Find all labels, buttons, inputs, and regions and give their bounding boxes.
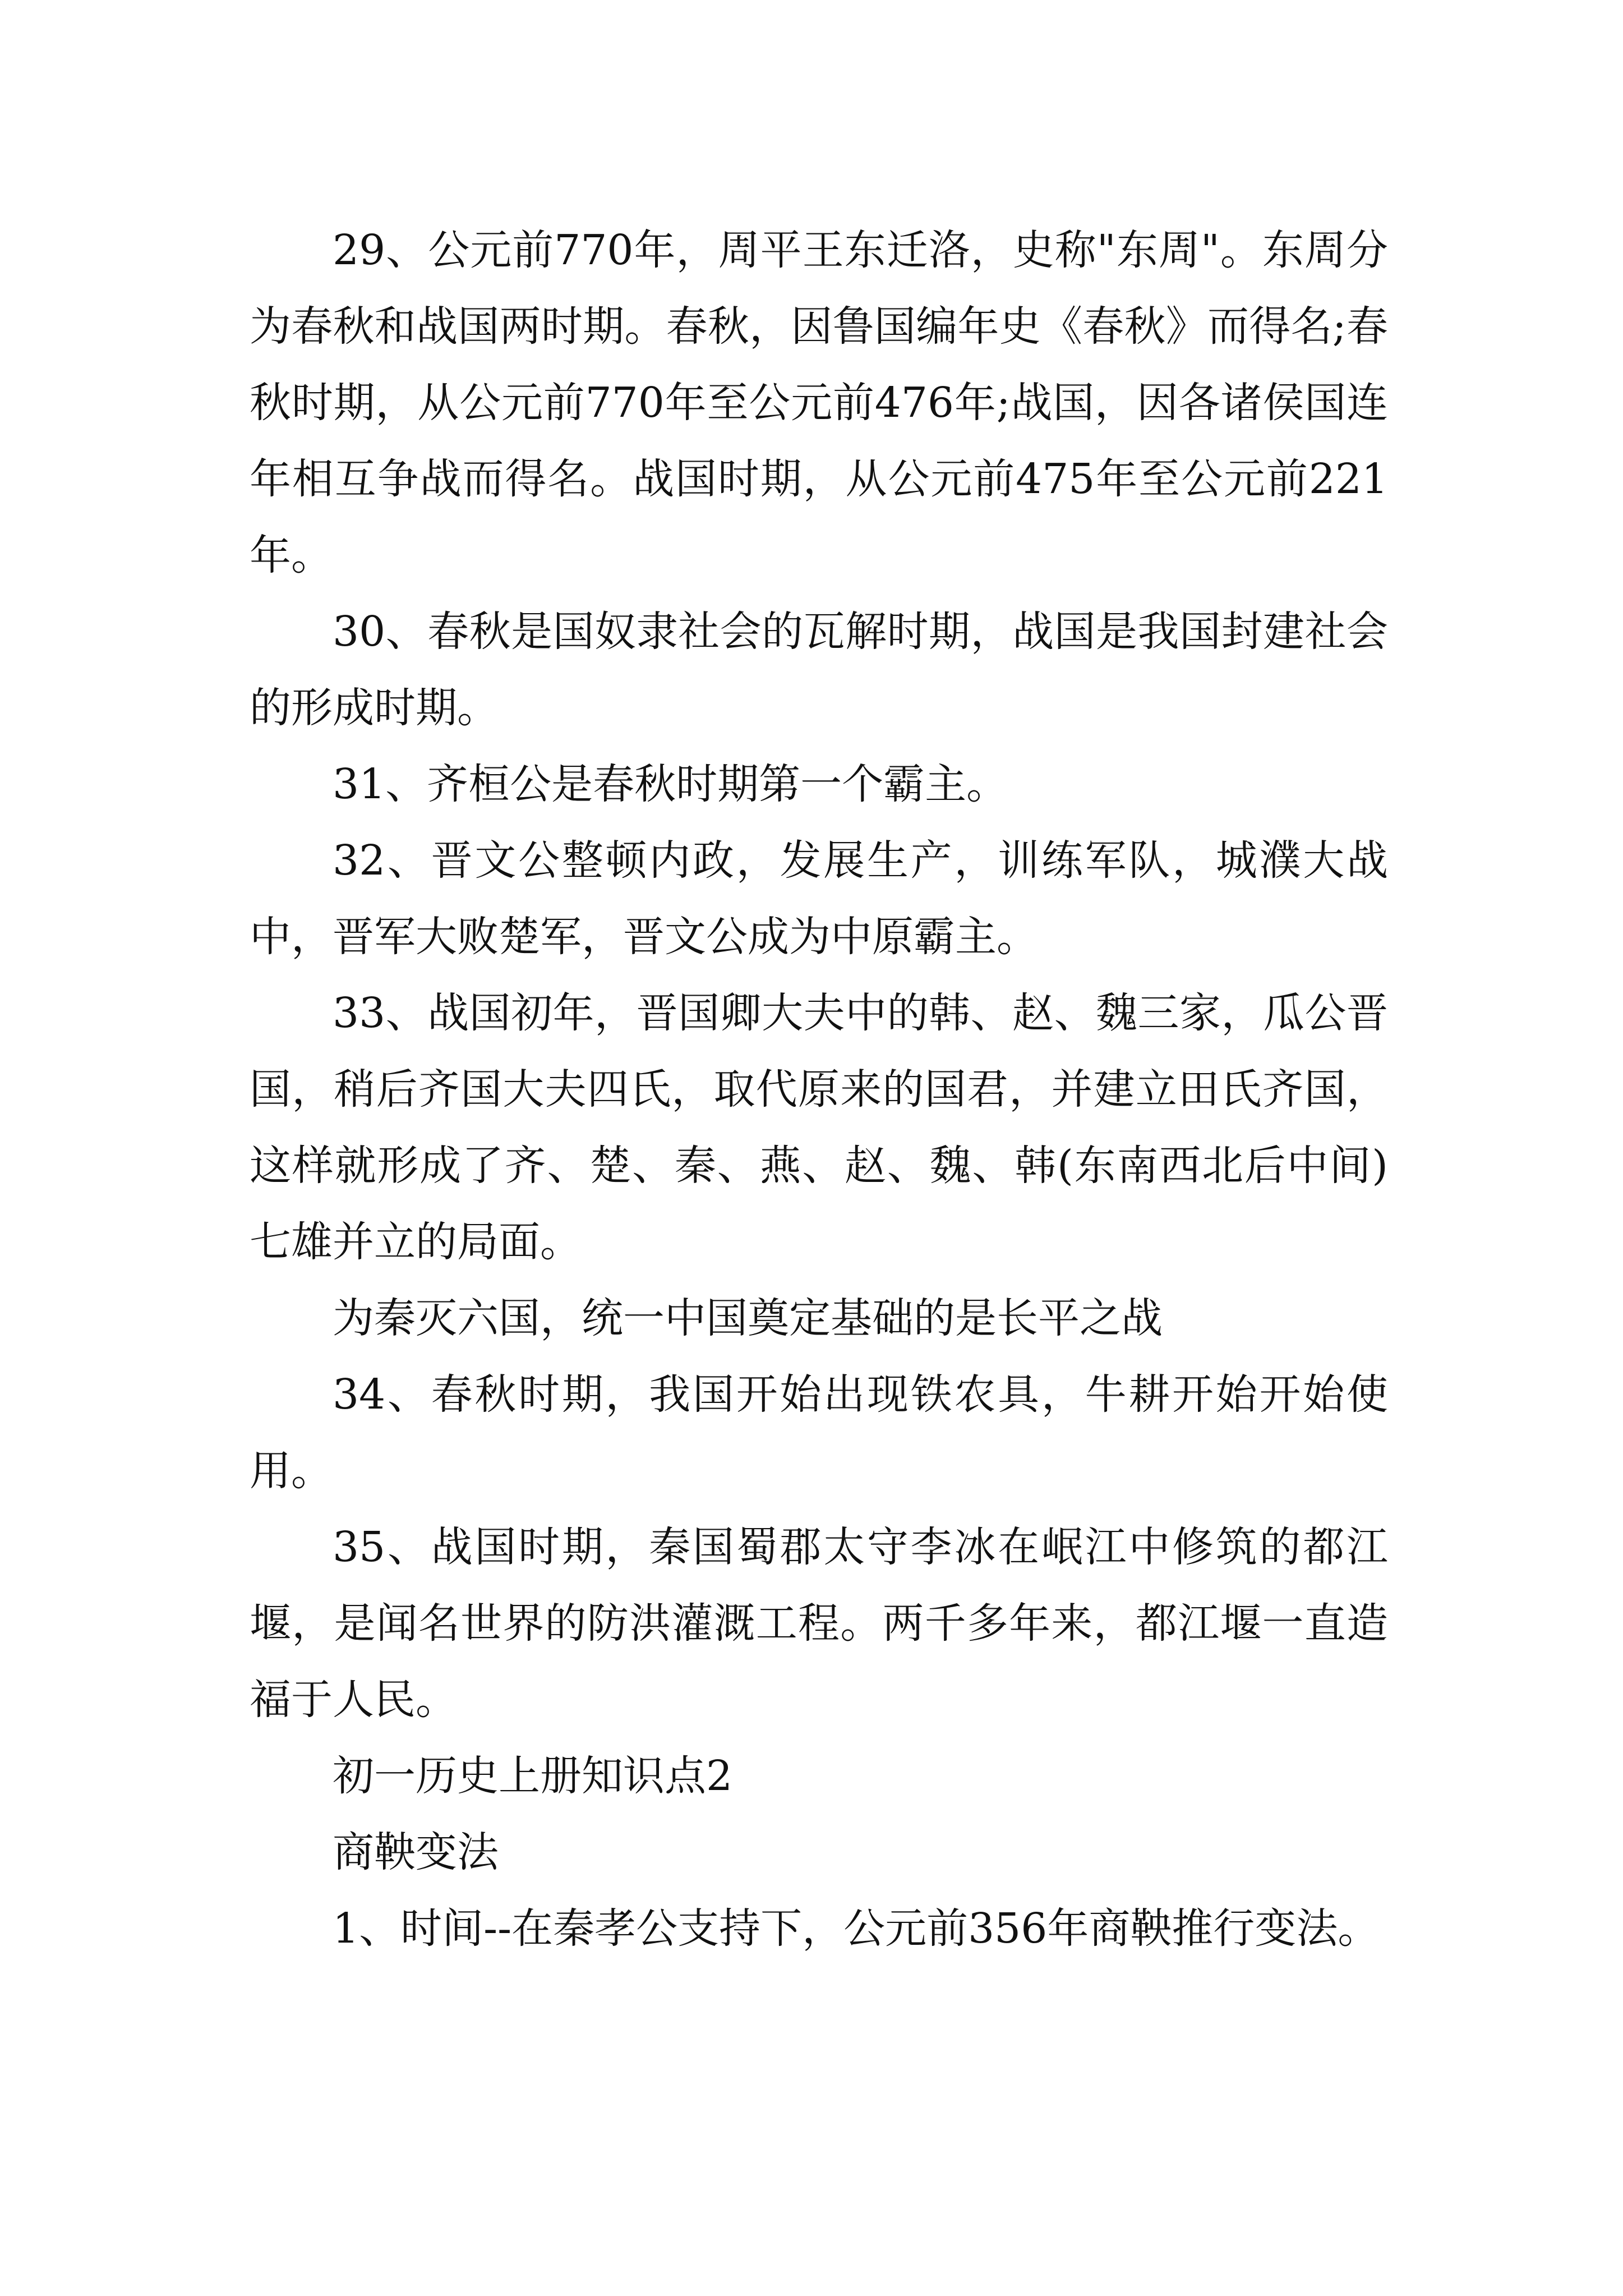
paragraph-34: 34、春秋时期，我国开始出现铁农具，牛耕开始开始使用。 <box>250 1370 1388 1495</box>
document-body <box>250 212 1388 1967</box>
paragraph-changping: 为秦灭六国，统一中国奠定基础的是长平之战 <box>333 1294 1163 1342</box>
paragraph-1: 1、时间--在秦孝公支持下，公元前356年商鞅推行变法。 <box>333 1904 1380 1953</box>
paragraph-35: 35、战国时期，秦国蜀郡太守李冰在岷江中修筑的都江堰，是闻名世界的防洪灌溉工程。两千多年来，都江堰一直造福于人民。 <box>250 1523 1388 1724</box>
section-heading: 初一历史上册知识点2 <box>333 1752 733 1800</box>
paragraph-33: 33、战国初年，晋国卿大夫中的韩、赵、魏三家，瓜公晋国，稍后齐国大夫四氏，取代原来的国君，并建立田氏齐国，这样就形成了齐、楚、秦、燕、赵、魏、韩(东南西北后中间)七雄并立的局面。 <box>250 989 1388 1266</box>
paragraph-31: 31、齐桓公是春秋时期第一个霸主。 <box>333 760 1008 808</box>
paragraph-29: 29、公元前770年，周平王东迁洛，史称"东周"。东周分为春秋和战国两时期。春秋，因鲁国编年史《春秋》而得名;春秋时期，从公元前770年至公元前476年;战国，因各诸侯国连年相互争战而得名。战国时期，从公元前475年至公元前221年。 <box>250 226 1388 579</box>
paragraph-32: 32、晋文公整顿内政，发展生产，训练军队，城濮大战中，晋军大败楚军，晋文公成为中原霸主。 <box>250 836 1388 961</box>
paragraph-30: 30、春秋是国奴隶社会的瓦解时期，战国是我国封建社会的形成时期。 <box>250 608 1388 732</box>
subsection-heading: 商鞅变法 <box>333 1828 499 1876</box>
